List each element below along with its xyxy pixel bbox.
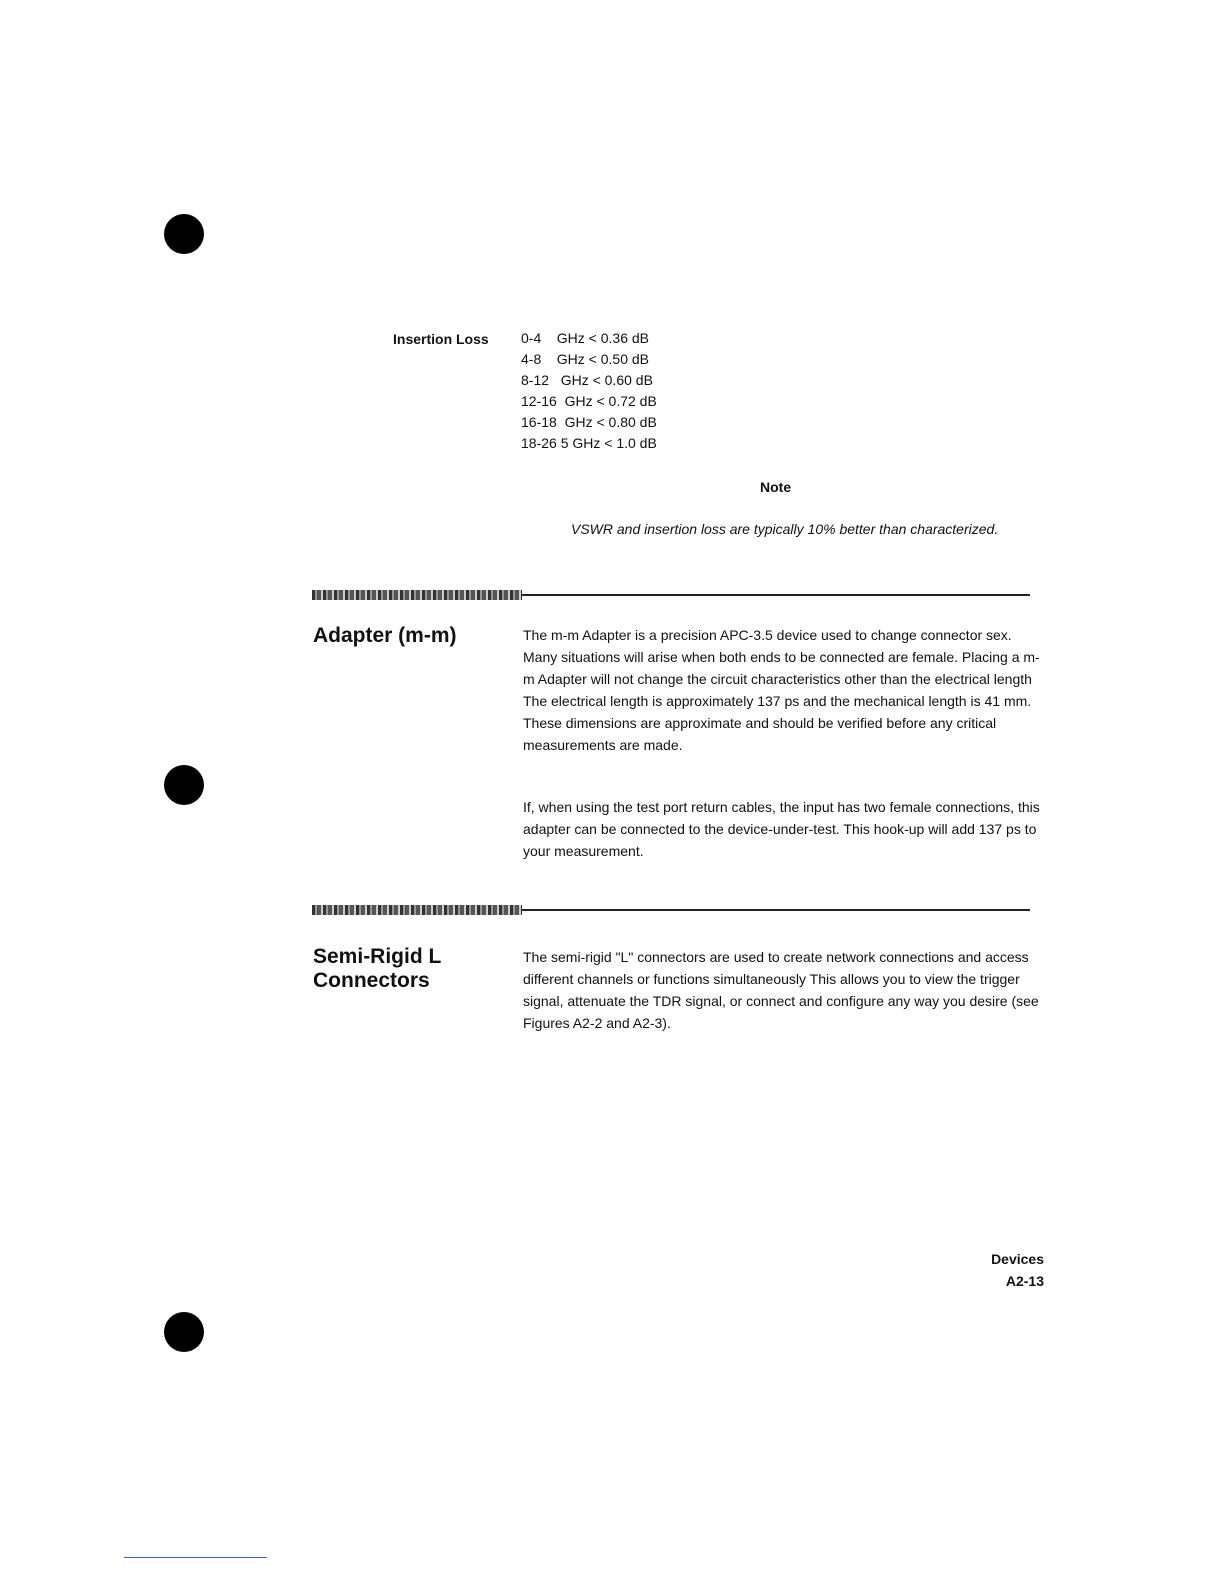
footer-section: Devices: [991, 1251, 1044, 1267]
semi-rigid-paragraph: The semi-rigid "L" connectors are used to create network connections and access different channels or functions simultaneously This allows you to view the trigger signal, attenuate the TDR signal, or connect and configure any way you desire (see Figures A2-2 and A2-3).: [523, 949, 1039, 1031]
punch-hole-top: [164, 214, 204, 254]
divider-line: [522, 594, 1030, 596]
punch-hole-middle: [164, 765, 204, 805]
semi-rigid-heading-line1: Semi-Rigid L: [313, 945, 442, 968]
adapter-paragraph-2: If, when using the test port return cables, the input has two female connections, this adapter can be connected to the device-under-test. This hook-up will add 137 ps to your measurement.: [523, 799, 1040, 859]
divider-line: [522, 909, 1030, 911]
note-text: VSWR and insertion loss are typically 10% better than characterized.: [571, 521, 999, 537]
page-footer: [991, 1248, 1044, 1292]
insertion-loss-label: Insertion Loss: [393, 331, 489, 347]
insertion-loss-line: 0-4 GHz < 0.36 dB: [521, 330, 650, 346]
semi-rigid-heading-line2: Connectors: [313, 969, 430, 992]
divider-bar: [312, 905, 522, 915]
footer-page-number: A2-13: [1005, 1273, 1044, 1289]
semi-rigid-heading: [313, 945, 441, 993]
section-divider: [312, 588, 1030, 602]
note-title: Note: [760, 479, 792, 495]
insertion-loss-line: 8-12 GHz < 0.60 dB: [521, 372, 653, 388]
insertion-loss-line: 16-18 GHz < 0.80 dB: [521, 414, 657, 430]
bottom-rule: [124, 1557, 267, 1558]
insertion-loss-line: 4-8 GHz < 0.50 dB: [521, 351, 650, 367]
section-divider: [312, 903, 1030, 917]
divider-bar: [312, 590, 522, 600]
adapter-heading: Adapter (m-m): [313, 624, 457, 647]
insertion-loss-line: 18-26 5 GHz < 1.0 dB: [521, 435, 657, 451]
adapter-paragraph-1: The m-m Adapter is a precision APC-3.5 device used to change connector sex. Many situations will arise when both ends to be connected are female. Placing a m-m Adapter will not change the circuit characteristics other than the electrical length The electrical length is approximately 137 ps and the mechanical length is 41 mm. These dimensions are approximate and should be verified before any critical measurements are made.: [523, 627, 1040, 753]
punch-hole-bottom: [164, 1312, 204, 1352]
insertion-loss-line: 12-16 GHz < 0.72 dB: [521, 393, 657, 409]
